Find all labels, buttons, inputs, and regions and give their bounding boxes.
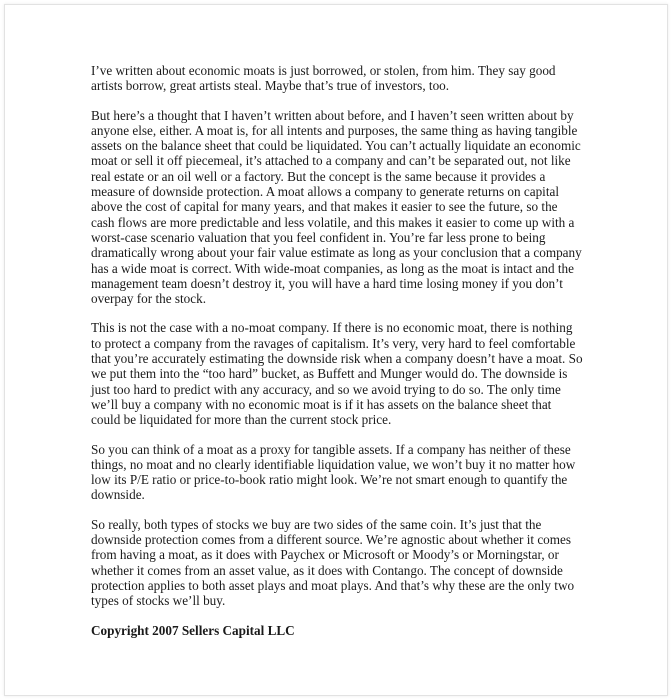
paragraph-3: This is not the case with a no-moat company. If there is no economic moat, there is nothing to protect a company from the ravages of capitalism. It’s very, very hard to feel comfortable that you’re accurately estimating the downside risk when a company doesn’t have a moat. So we put them into the “too hard” bucket, as Buffett and Munger would do. The downside is just too hard to predict with any accuracy, and so we avoid trying to do so. The only time we’ll buy a company with no economic moat is if it has assets on the balance sheet that could be liquidated for more than the current stock price. [91,320,583,428]
paragraph-5: So really, both types of stocks we buy are two sides of the same coin. It’s just that the downside protection comes from a different source. We’re agnostic about whether it comes from having a moat, as it does with Paychex or Microsoft or Moody’s or Morningstar, or whether it comes from an asset value, as it does with Contango. The concept of downside protection applies to both asset plays and moat plays. And that’s why these are the only two types of stocks we’ll buy. [91,516,575,609]
document-body [91,63,583,652]
paragraph-2: But here’s a thought that I haven’t written about before, and I haven’t seen written about by anyone else, either. A moat is, for all intents and purposes, the same thing as having tangible assets on the balance sheet that could be liquidated. You can’t actually liquidate an economic moat or sell it off piecemeal, it’s attached to a company and can’t be separated out, not like real estate or an oil well or a factory. But the concept is the same because it provides a measure of downside protection. A moat allows a company to generate returns on capital above the cost of capital for many years, and that makes it easier to see the future, so the cash flows are more predictable and less volatile, and this makes it easier to come up with a worst-case scenario valuation that you feel confident in. You’re far less prone to being dramatically wrong about your fair value estimate as long as your conclusion that a company has a wide moat is correct. With wide-moat companies, as long as the moat is intact and the management team doesn’t destroy it, you will have a hard time losing money if you don’t overpay for the stock. [91,107,582,307]
paragraph-1: I’ve written about economic moats is just borrowed, or stolen, from him. They say good artists borrow, great artists steal. Maybe that’s true of investors, too. [91,63,556,94]
paragraph-4: So you can think of a moat as a proxy for tangible assets. If a company has neither of these things, no moat and no clearly identifiable liquidation value, we won’t buy it no matter how low its P/E ratio or price-to-book ratio might look. We’re not smart enough to quantify the downside. [91,441,576,503]
copyright-notice: Copyright 2007 Sellers Capital LLC [91,622,295,638]
